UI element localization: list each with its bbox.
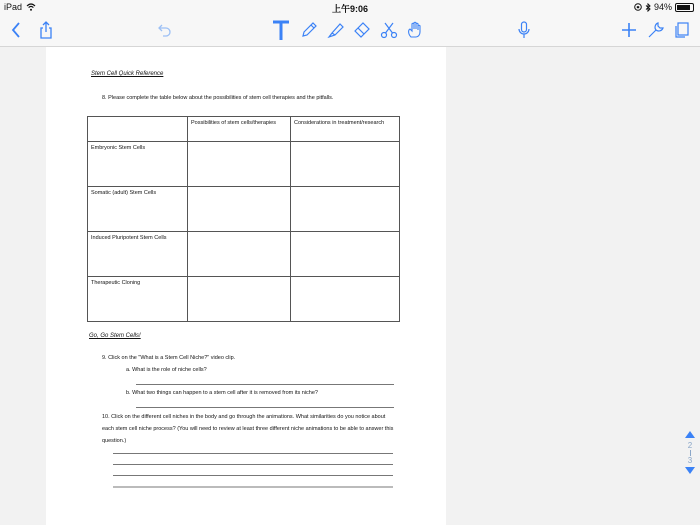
orientation-lock-icon (634, 3, 642, 11)
question-9b: b. What two things can happen to a stem cell after it is removed from its niche? (126, 390, 318, 396)
table-header-cell (88, 117, 188, 142)
document-title: Stem Cell Quick Reference (91, 71, 164, 77)
table-cell[interactable] (188, 277, 291, 322)
status-time: 上午9:06 (331, 4, 368, 14)
scissors-icon[interactable] (377, 17, 401, 43)
stem-cell-table (87, 116, 400, 322)
total-pages-number: 3 (687, 456, 693, 465)
page-navigator (680, 431, 700, 474)
previous-page-icon[interactable] (685, 431, 695, 438)
hand-icon[interactable] (403, 17, 427, 43)
table-row (88, 142, 400, 187)
table-row (88, 277, 400, 322)
highlighter-icon[interactable] (324, 17, 348, 43)
answer-line[interactable] (136, 384, 394, 385)
table-row (88, 187, 400, 232)
pen-icon[interactable] (297, 17, 321, 43)
status-bar (0, 0, 700, 14)
battery-icon (675, 3, 694, 12)
table-row-label: Therapeutic Cloning (88, 277, 188, 322)
table-cell[interactable] (188, 232, 291, 277)
table-row-label: Induced Pluripotent Stem Cells (88, 232, 188, 277)
device-name: iPad (4, 2, 23, 12)
answer-line[interactable] (136, 407, 394, 408)
question-9: 9. Click on the "What is a Stem Cell Niche?" video clip. (102, 355, 236, 361)
wrench-icon[interactable] (644, 17, 668, 43)
bluetooth-icon (645, 3, 651, 12)
section-heading: Go, Go Stem Cells! (89, 333, 141, 339)
toolbar (0, 14, 700, 47)
share-icon[interactable] (34, 17, 58, 43)
text-tool-icon[interactable] (269, 17, 293, 43)
table-header-cell: Possibilities of stem cells/therapies (188, 117, 291, 142)
table-cell[interactable] (188, 142, 291, 187)
eraser-icon[interactable] (350, 17, 374, 43)
table-row-label: Embryonic Stem Cells (88, 142, 188, 187)
undo-icon[interactable] (153, 17, 177, 43)
table-header-cell: Considerations in treatment/research (291, 117, 400, 142)
table-cell[interactable] (291, 142, 400, 187)
battery-percent: 94% (653, 2, 672, 12)
add-icon[interactable] (617, 17, 641, 43)
table-row (88, 232, 400, 277)
table-cell[interactable] (291, 232, 400, 277)
page-icon[interactable] (670, 17, 694, 43)
table-row-label: Somatic (adult) Stem Cells (88, 187, 188, 232)
next-page-icon[interactable] (685, 467, 695, 474)
question-8: 8. Please complete the table below about the possibilities of stem cell therapies and the pitfalls. (102, 95, 334, 101)
answer-line[interactable] (113, 475, 393, 476)
document-page (46, 47, 446, 525)
question-10: 10. Click on the different cell niches in the body and go through the animations. What similarities do you notice about each stem cell niche process? (You will need to review at least three different niche animations to be able to answer this question.) (102, 414, 394, 444)
table-cell[interactable] (188, 187, 291, 232)
back-icon[interactable] (4, 17, 28, 43)
table-header-row (88, 117, 400, 142)
status-right (634, 2, 694, 12)
table-cell[interactable] (291, 277, 400, 322)
answer-line[interactable] (113, 453, 393, 454)
answer-line[interactable] (113, 464, 393, 465)
table-cell[interactable] (291, 187, 400, 232)
question-9a: a. What is the role of niche cells? (126, 367, 207, 373)
answer-line[interactable] (113, 486, 393, 488)
current-page-number: 2 (687, 441, 693, 450)
mic-icon[interactable] (512, 17, 536, 43)
